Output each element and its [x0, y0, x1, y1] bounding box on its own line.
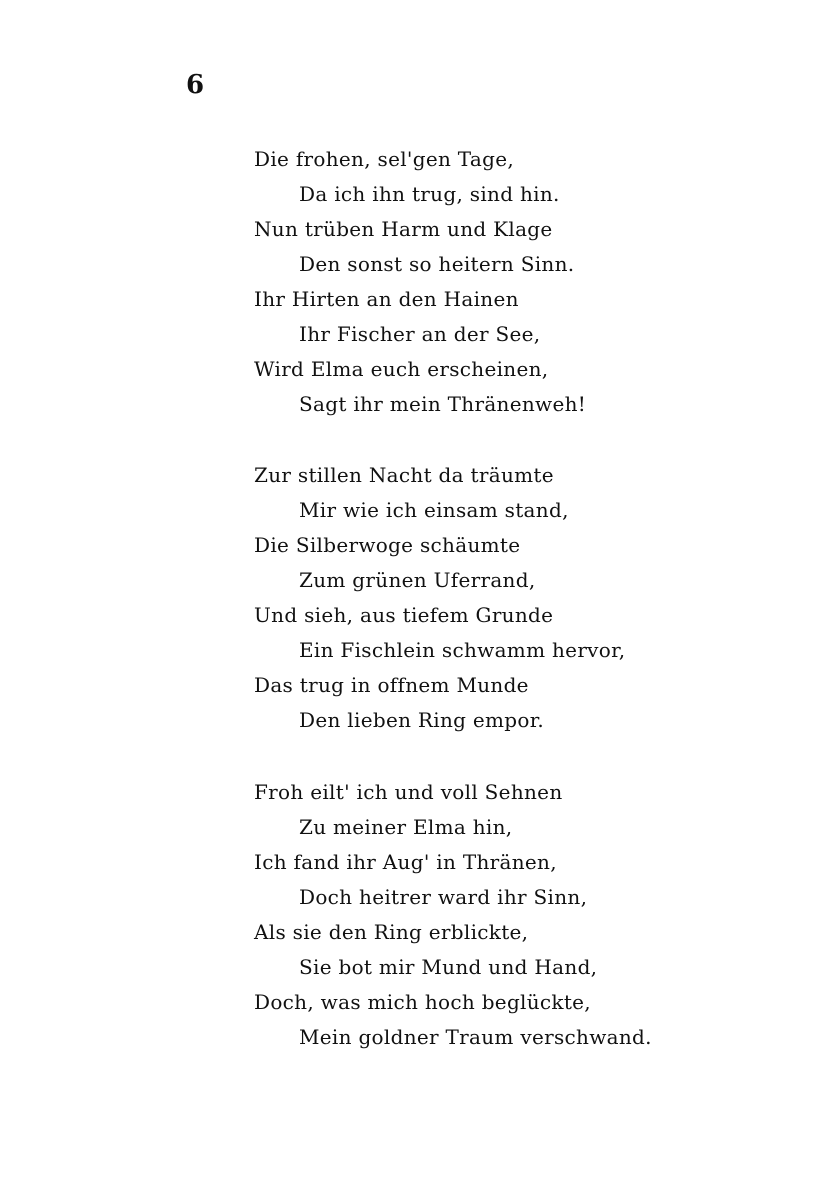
verse-line: Wird Elma euch erscheinen, — [254, 357, 549, 381]
stanza-3 — [254, 775, 652, 1055]
page-number: 6 — [186, 70, 205, 100]
verse-line: Da ich ihn trug, sind hin. — [299, 182, 560, 206]
verse-line: Den lieben Ring empor. — [299, 708, 545, 732]
verse-line: Zur stillen Nacht da träumte — [254, 463, 554, 487]
verse-line: Die frohen, sel'gen Tage, — [254, 147, 515, 171]
verse-line: Ihr Fischer an der See, — [299, 322, 541, 346]
verse-line: Froh eilt' ich und voll Sehnen — [254, 780, 563, 804]
verse-line: Nun trüben Harm und Klage — [254, 217, 553, 241]
verse-line: Doch heitrer ward ihr Sinn, — [299, 885, 588, 909]
stanza-2 — [254, 458, 625, 738]
verse-line: Doch, was mich hoch beglückte, — [254, 990, 591, 1014]
verse-line: Ich fand ihr Aug' in Thränen, — [254, 850, 557, 874]
verse-line: Den sonst so heitern Sinn. — [299, 252, 575, 276]
verse-line: Die Silberwoge schäumte — [254, 533, 521, 557]
verse-line: Zu meiner Elma hin, — [299, 815, 513, 839]
verse-line: Und sieh, aus tiefem Grunde — [254, 603, 554, 627]
verse-line: Zum grünen Uferrand, — [299, 568, 536, 592]
stanza-1 — [254, 142, 586, 422]
verse-line: Sie bot mir Mund und Hand, — [299, 955, 598, 979]
verse-line: Sagt ihr mein Thränenweh! — [299, 392, 587, 416]
verse-line: Ihr Hirten an den Hainen — [254, 287, 519, 311]
verse-line: Das trug in offnem Munde — [254, 673, 529, 697]
verse-line: Mir wie ich einsam stand, — [299, 498, 569, 522]
verse-line: Mein goldner Traum verschwand. — [299, 1025, 652, 1049]
verse-line: Als sie den Ring erblickte, — [254, 920, 529, 944]
verse-line: Ein Fischlein schwamm hervor, — [299, 638, 626, 662]
